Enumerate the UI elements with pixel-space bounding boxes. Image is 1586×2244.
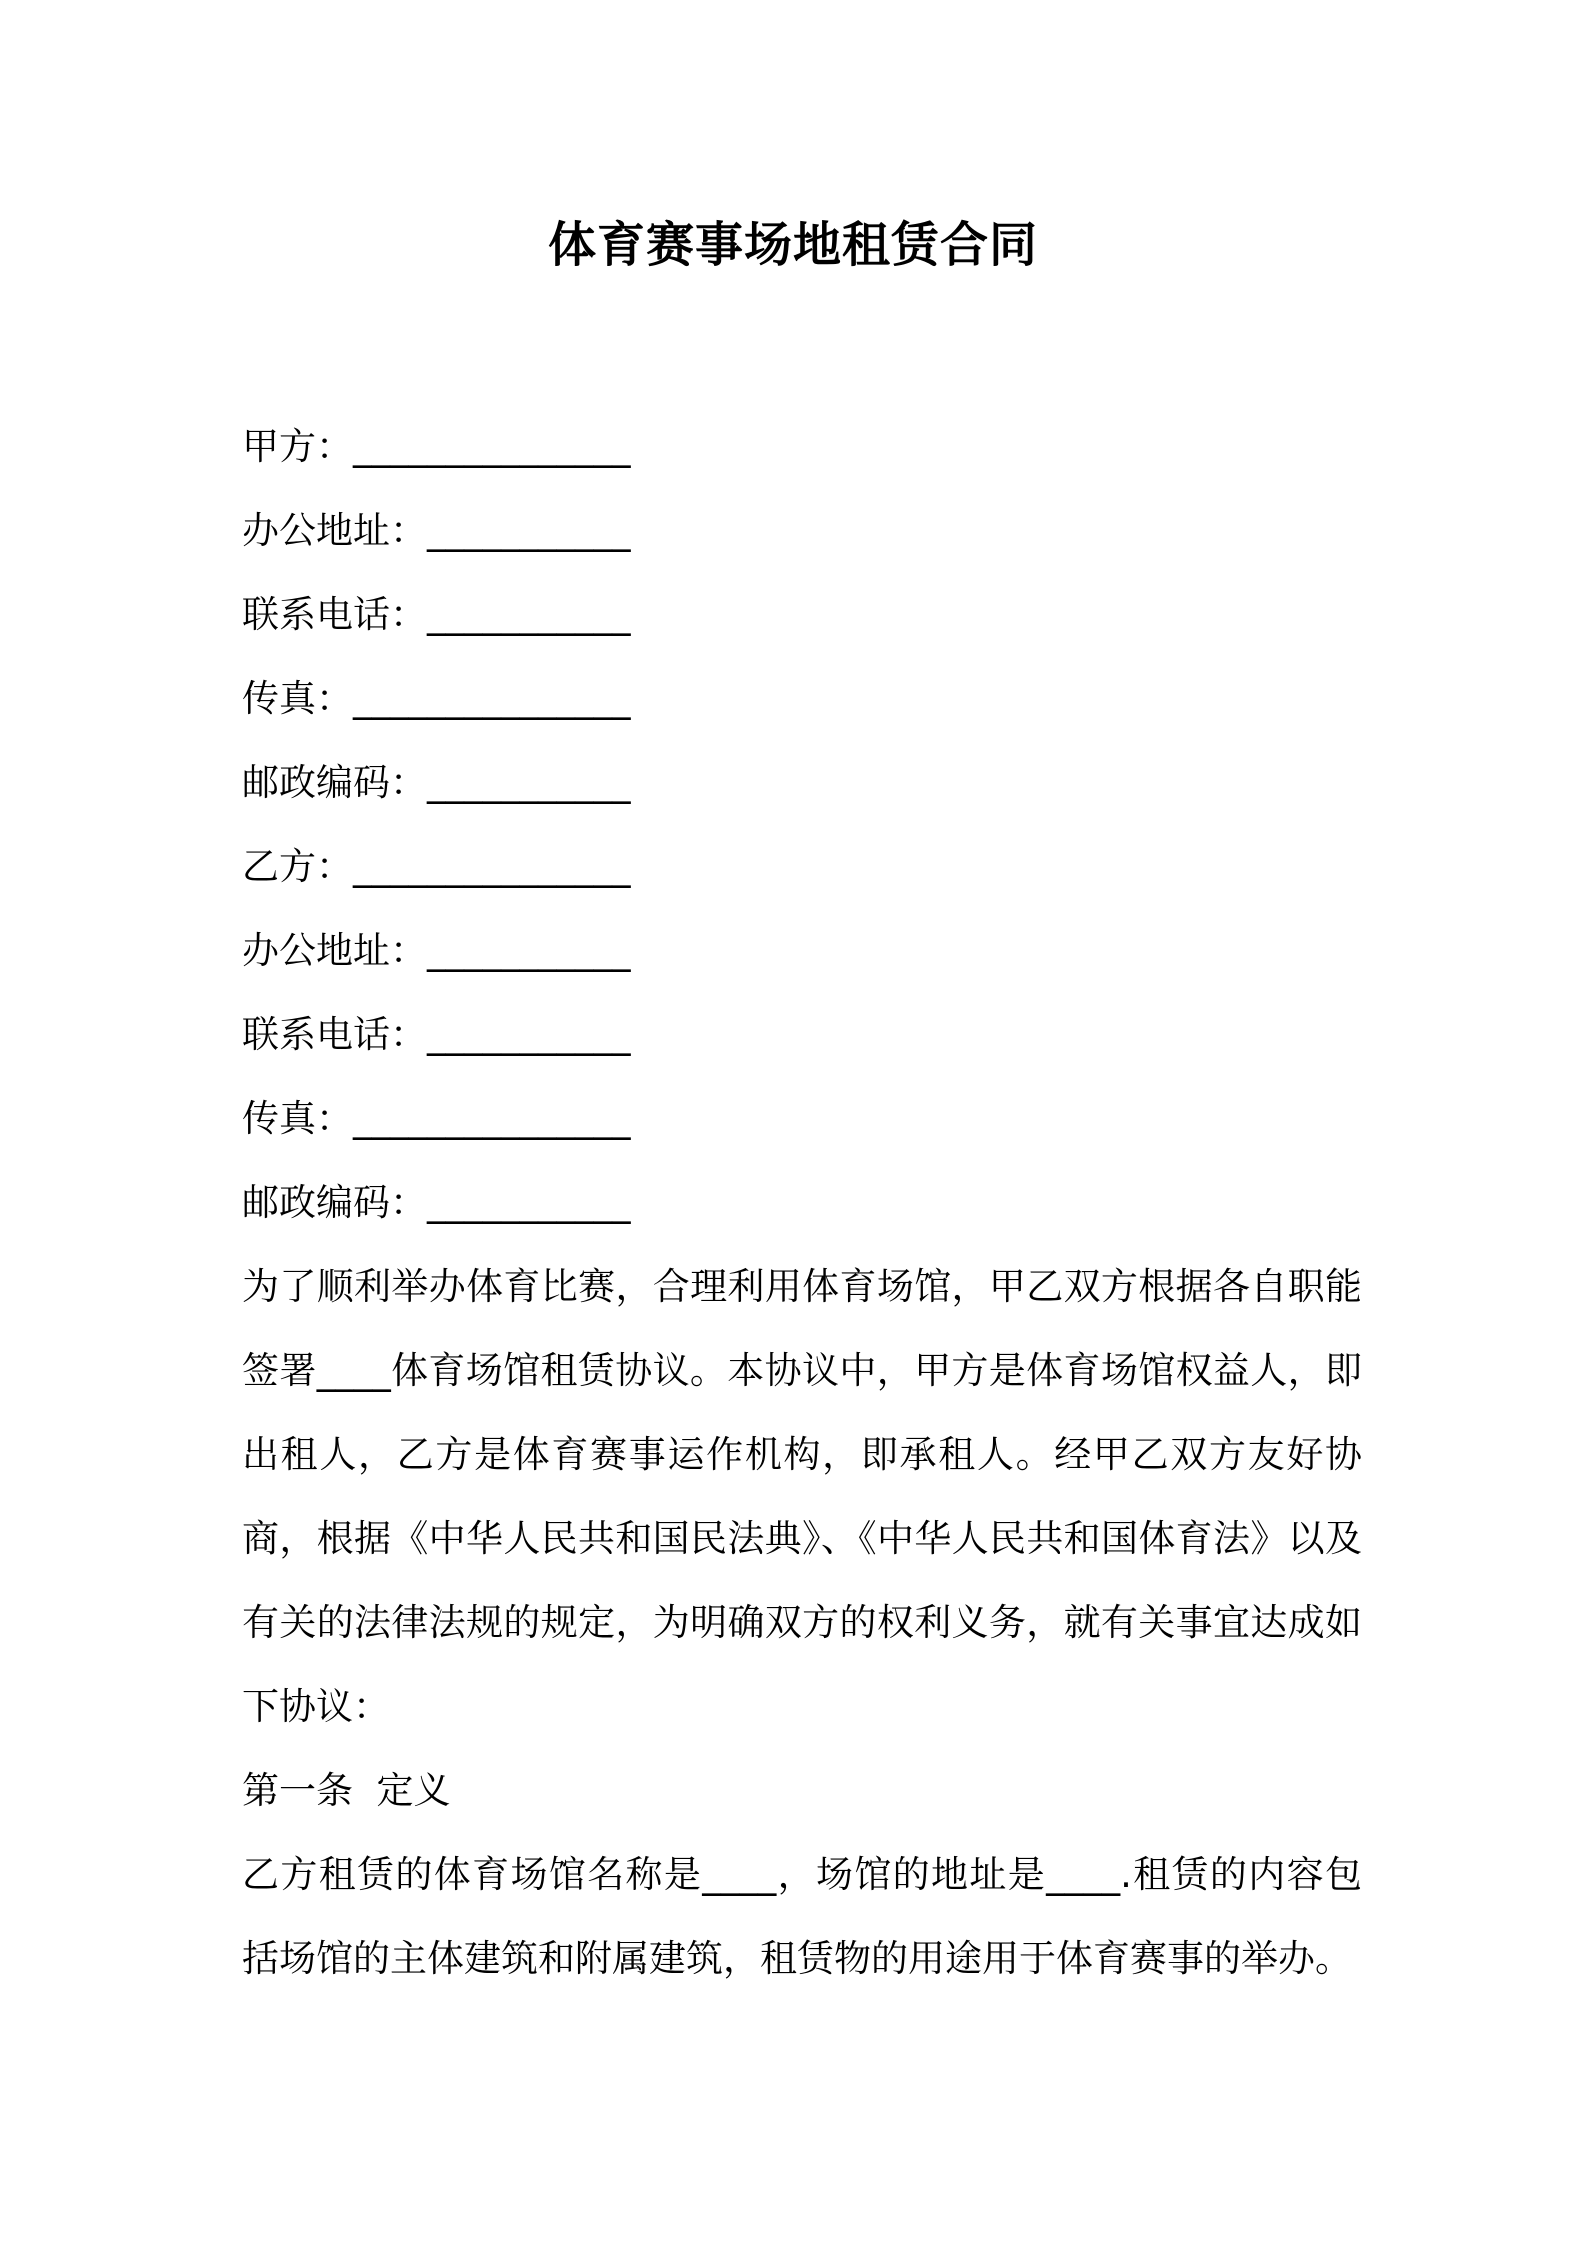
party-b-name-line: 乙方：_______________ bbox=[242, 845, 631, 888]
party-b-fax-line: 传真：_______________ bbox=[242, 1097, 631, 1140]
party-a-postcode-line: 邮政编码：___________ bbox=[242, 761, 631, 804]
article-1-heading: 第一条 定义 bbox=[242, 1769, 451, 1812]
document-body bbox=[242, 405, 1362, 2001]
party-a-phone-line: 联系电话：___________ bbox=[242, 593, 631, 636]
article-1-body: 乙方租赁的体育场馆名称是____，场馆的地址是____.租赁的内容包括场馆的主体建筑和附属建筑，租赁物的用途用于体育赛事的举办。 bbox=[242, 1853, 1362, 1980]
party-b-address-line: 办公地址：___________ bbox=[242, 929, 631, 972]
party-a-address-line: 办公地址：___________ bbox=[242, 509, 631, 552]
party-b-postcode-line: 邮政编码：___________ bbox=[242, 1181, 631, 1224]
party-a-fax-line: 传真：_______________ bbox=[242, 677, 631, 720]
document-title: 体育赛事场地租赁合同 bbox=[547, 217, 1038, 273]
party-a-name-line: 甲方：_______________ bbox=[242, 425, 631, 468]
party-b-phone-line: 联系电话：___________ bbox=[242, 1013, 631, 1056]
preamble-paragraph: 为了顺利举办体育比赛，合理利用体育场馆，甲乙双方根据各自职能签署____体育场馆租赁协议。本协议中，甲方是体育场馆权益人，即出租人，乙方是体育赛事运作机构，即承租人。经甲乙双方友好协商，根据《中华人民共和国民法典》、《中华人民共和国体育法》以及有关的法律法规的规定，为明确双方的权利义务，就有关事宜达成如下协议： bbox=[242, 1265, 1362, 1728]
